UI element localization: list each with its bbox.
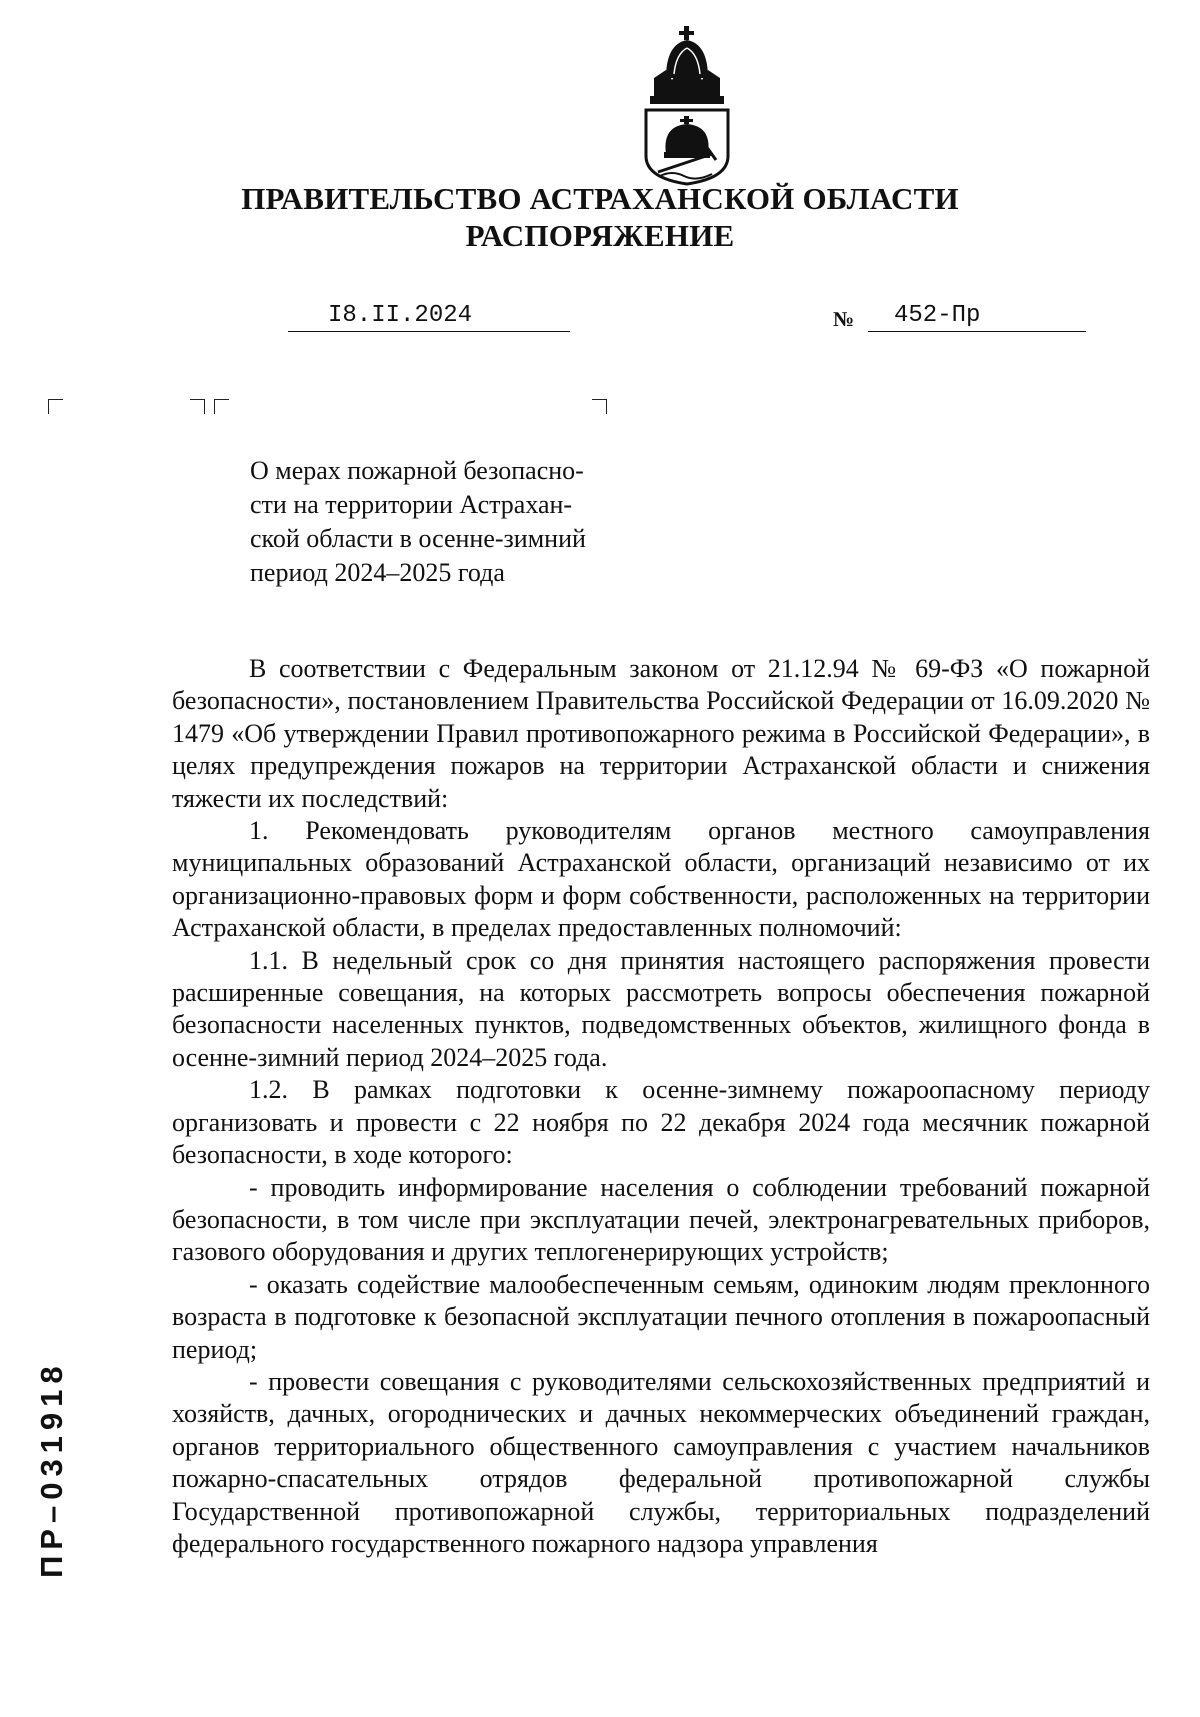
body-paragraph: - оказать содействие малообеспеченным семьям, одиноким людям преклонного возраста в подготовке к безопасной эксплуатации печного отопления в пожароопасный период; — [172, 1269, 1150, 1364]
astrakhan-coat-of-arms-icon — [636, 26, 738, 186]
document-date: I8.II.2024 — [328, 302, 473, 329]
body-paragraph: 1. Рекомендовать руководителям органов местного самоуправления муниципальных образований Астраханской области, организаций независимо от их организационно-правовых форм и форм собственности, расположенных на территории Астраханской области, в пределах предоставленных полномочий: — [172, 816, 1150, 943]
corner-mark-top-right — [592, 399, 607, 414]
subject-line: период 2024–2025 года — [250, 558, 505, 587]
subject-block — [250, 454, 634, 590]
corner-mark-top-left — [214, 399, 229, 414]
document-body — [172, 653, 1150, 1560]
body-paragraph: В соответствии с Федеральным законом от 21.12.94 № 69-ФЗ «О пожарной безопасности», постановлением Правительства Российской Федерации от 16.09.2020 № 1479 «Об утверждении Правил противопожарного режима в Российской Федерации», в целях предупреждения пожаров на территории Астраханской области и снижения тяжести их последствий: — [172, 654, 1150, 813]
body-paragraph: - провести совещания с руководителями сельскохозяйственных предприятий и хозяйств, дачных, огороднических и дачных некоммерческих объединений граждан, органов территориального общественного самоуправления с участием начальников пожарно-спасательных отрядов федеральной противопожарной службы Государственной противопожарной службы, территориальных подразделений федерального государственного пожарного надзора управления — [172, 1366, 1150, 1558]
number-field — [868, 299, 1086, 332]
side-serial-number: ПР–031918 — [34, 1360, 69, 1578]
corner-mark-top-left — [48, 399, 63, 414]
date-field — [288, 299, 570, 332]
corner-mark-top-right — [190, 399, 205, 414]
document-type: РАСПОРЯЖЕНИЕ — [465, 218, 735, 253]
body-paragraph: 1.2. В рамках подготовки к осенне-зимнему пожароопасному периоду организовать и провести с 22 ноября по 22 декабря 2024 года месячник пожарной безопасности, в ходе которого: — [172, 1075, 1150, 1170]
body-paragraph: - проводить информирование населения о соблюдении требований пожарной безопасности, в том числе при эксплуатации печей, электронагревательных приборов, газового оборудования и других теплогенерирующих устройств; — [172, 1172, 1150, 1267]
number-sign: № — [833, 307, 855, 331]
body-paragraph: 1.1. В недельный срок со дня принятия настоящего распоряжения провести расширенные совещания, на которых рассмотреть вопросы обеспечения пожарной безопасности населенных пунктов, подведомственных объектов, жилищного фонда в осенне-зимний период 2024–2025 года. — [172, 945, 1150, 1072]
subject-line: ской области в осенне-зимний — [250, 524, 586, 553]
organization-title: ПРАВИТЕЛЬСТВО АСТРАХАНСКОЙ ОБЛАСТИ — [241, 181, 959, 216]
subject-line: сти на территории Астрахан- — [250, 490, 573, 519]
document-number: 452-Пр — [894, 302, 981, 329]
subject-line: О мерах пожарной безопасно- — [250, 456, 584, 485]
